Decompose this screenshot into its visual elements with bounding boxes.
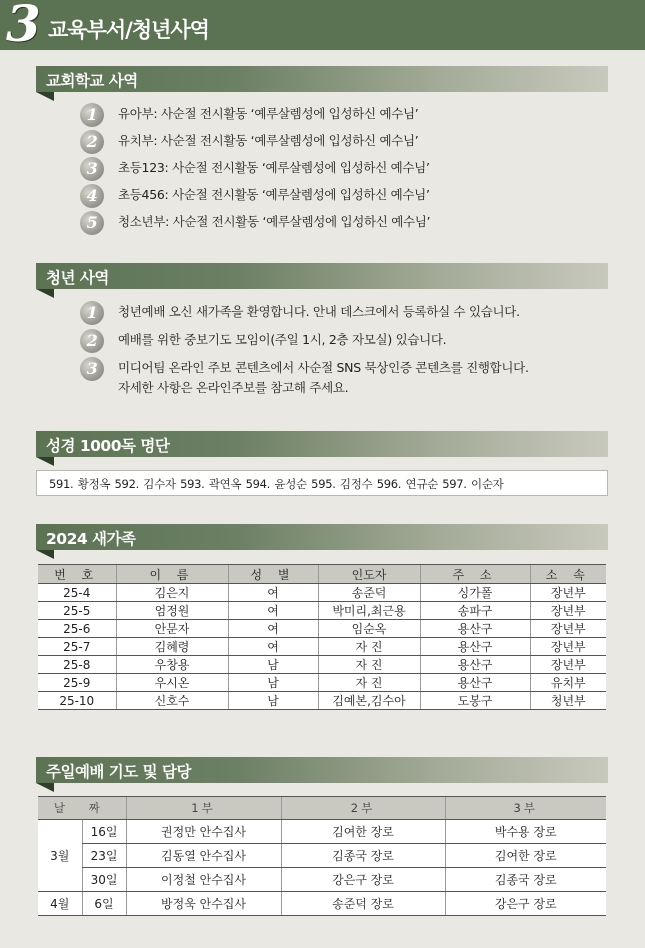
table-row [38, 868, 606, 892]
gender-cell: 여 [228, 584, 318, 602]
list-item-text: 초등123: 사순절 전시활동 ‘예루살렘성에 입성하신 예수님’ [118, 160, 430, 175]
name-cell: 안문자 [116, 620, 228, 638]
address-cell: 용산구 [420, 620, 530, 638]
ribbon-fold [36, 550, 54, 559]
new-family-table [38, 564, 606, 710]
guide-cell: 김예본,김수아 [318, 692, 420, 710]
department-cell: 청년부 [530, 692, 606, 710]
table-row [38, 584, 606, 602]
service1-cell: 이정철 안수집사 [126, 868, 281, 892]
guide-cell: 자 진 [318, 674, 420, 692]
number-badge-icon: 3 [80, 157, 104, 181]
table-row [38, 674, 606, 692]
column-header: 성 별 [228, 565, 318, 584]
name-cell: 우시온 [116, 674, 228, 692]
address-cell: 송파구 [420, 602, 530, 620]
month-cell: 3월 [38, 820, 82, 892]
section-title: 성경 1000독 명단 [46, 437, 170, 455]
table-row [38, 692, 606, 710]
gender-cell: 남 [228, 692, 318, 710]
gender-cell: 남 [228, 656, 318, 674]
name-cell: 우창용 [116, 656, 228, 674]
column-header: 1부 [126, 797, 281, 820]
address-cell: 도봉구 [420, 692, 530, 710]
service3-cell: 김여한 장로 [445, 844, 606, 868]
service1-cell: 방정욱 안수집사 [126, 892, 281, 916]
department-cell: 장년부 [530, 620, 606, 638]
department-cell: 장년부 [530, 584, 606, 602]
section-church-school-header [36, 66, 608, 92]
address-cell: 용산구 [420, 638, 530, 656]
bible-reader-list: 591. 황정옥 592. 김수자 593. 곽연옥 594. 윤성순 595. 김정수 596. 연규순 597. 이순자 [36, 470, 608, 496]
table-header-row [38, 565, 606, 584]
ribbon-fold [36, 457, 54, 466]
section-youth-header [36, 263, 608, 289]
table-row [38, 638, 606, 656]
number-badge-icon: 3 [80, 357, 104, 381]
guide-cell: 자 진 [318, 656, 420, 674]
prayer-schedule-table [38, 796, 606, 916]
list-item-text: 초등456: 사순절 전시활동 ‘예루살렘성에 입성하신 예수님’ [118, 187, 430, 202]
gender-cell: 남 [228, 674, 318, 692]
service2-cell: 강은구 장로 [281, 868, 445, 892]
column-header: 주 소 [420, 565, 530, 584]
page-header [0, 0, 645, 53]
ribbon-fold [36, 92, 54, 101]
list-item-text: 자세한 사항은 온라인주보를 참고해 주세요. [118, 380, 349, 395]
service3-cell: 박수용 장로 [445, 820, 606, 844]
section-new-family-header [36, 524, 608, 550]
section-bible-header [36, 431, 608, 457]
gender-cell: 여 [228, 638, 318, 656]
guide-cell: 송준덕 [318, 584, 420, 602]
table-row [38, 820, 606, 844]
number-badge-icon: 5 [80, 211, 104, 235]
service3-cell: 김종국 장로 [445, 868, 606, 892]
column-header: 인도자 [318, 565, 420, 584]
column-header: 이 름 [116, 565, 228, 584]
number-cell: 25-5 [38, 602, 116, 620]
gender-cell: 여 [228, 620, 318, 638]
service3-cell: 강은구 장로 [445, 892, 606, 916]
department-cell: 장년부 [530, 638, 606, 656]
department-cell: 장년부 [530, 656, 606, 674]
number-badge-icon: 1 [80, 103, 104, 127]
name-cell: 엄정원 [116, 602, 228, 620]
list-item-text: 유치부: 사순절 전시활동 ‘예루살렘성에 입성하신 예수님’ [118, 133, 419, 148]
number-cell: 25-6 [38, 620, 116, 638]
number-cell: 25-10 [38, 692, 116, 710]
number-badge-icon: 1 [80, 301, 104, 325]
department-cell: 유치부 [530, 674, 606, 692]
list-item-text: 청년예배 오신 새가족을 환영합니다. 안내 데스크에서 등록하실 수 있습니다. [118, 304, 520, 319]
number-badge-icon: 4 [80, 184, 104, 208]
ribbon-fold [36, 289, 54, 298]
list-item-text: 예배를 위한 중보기도 모임이(주일 1시, 2층 자모실) 있습니다. [118, 332, 447, 347]
guide-cell: 박미리,최근용 [318, 602, 420, 620]
service2-cell: 송준덕 장로 [281, 892, 445, 916]
number-cell: 25-4 [38, 584, 116, 602]
day-cell: 23일 [82, 844, 126, 868]
service2-cell: 김여한 장로 [281, 820, 445, 844]
service1-cell: 권정만 안수집사 [126, 820, 281, 844]
name-cell: 김은지 [116, 584, 228, 602]
list-item-text: 유아부: 사순절 전시활동 ‘예루살렘성에 입성하신 예수님’ [118, 106, 419, 121]
table-row [38, 892, 606, 916]
guide-cell: 자 진 [318, 638, 420, 656]
section-title: 교회학교 사역 [46, 72, 138, 90]
service1-cell: 김동열 안수집사 [126, 844, 281, 868]
table-row [38, 620, 606, 638]
list-item-text: 청소년부: 사순절 전시활동 ‘예루살렘성에 입성하신 예수님’ [118, 214, 431, 229]
section-number: 3 [6, 0, 41, 53]
column-header: 2부 [281, 797, 445, 820]
table-header-row [38, 797, 606, 820]
name-cell: 김혜령 [116, 638, 228, 656]
gender-cell: 여 [228, 602, 318, 620]
section-prayer-header [36, 757, 608, 783]
column-header: 3부 [445, 797, 606, 820]
page-title: 교육부서/청년사역 [48, 18, 209, 42]
department-cell: 장년부 [530, 602, 606, 620]
column-header: 날 짜 [38, 797, 126, 820]
address-cell: 용산구 [420, 674, 530, 692]
list-item-text: 미디어팀 온라인 주보 콘텐츠에서 사순절 SNS 묵상인증 콘텐츠를 진행합니다. [118, 360, 529, 375]
table-row [38, 656, 606, 674]
number-cell: 25-7 [38, 638, 116, 656]
number-cell: 25-9 [38, 674, 116, 692]
ribbon-fold [36, 783, 54, 792]
column-header: 소 속 [530, 565, 606, 584]
day-cell: 16일 [82, 820, 126, 844]
section-title: 주일예배 기도 및 담당 [46, 763, 191, 781]
name-cell: 신호수 [116, 692, 228, 710]
day-cell: 30일 [82, 868, 126, 892]
number-cell: 25-8 [38, 656, 116, 674]
number-badge-icon: 2 [80, 130, 104, 154]
day-cell: 6일 [82, 892, 126, 916]
month-cell: 4월 [38, 892, 82, 916]
address-cell: 싱가폴 [420, 584, 530, 602]
address-cell: 용산구 [420, 656, 530, 674]
number-badge-icon: 2 [80, 329, 104, 353]
service2-cell: 김종국 장로 [281, 844, 445, 868]
section-title: 청년 사역 [46, 269, 109, 287]
column-header: 번 호 [38, 565, 116, 584]
table-row [38, 844, 606, 868]
guide-cell: 임순옥 [318, 620, 420, 638]
section-title: 2024 새가족 [46, 530, 136, 548]
table-row [38, 602, 606, 620]
